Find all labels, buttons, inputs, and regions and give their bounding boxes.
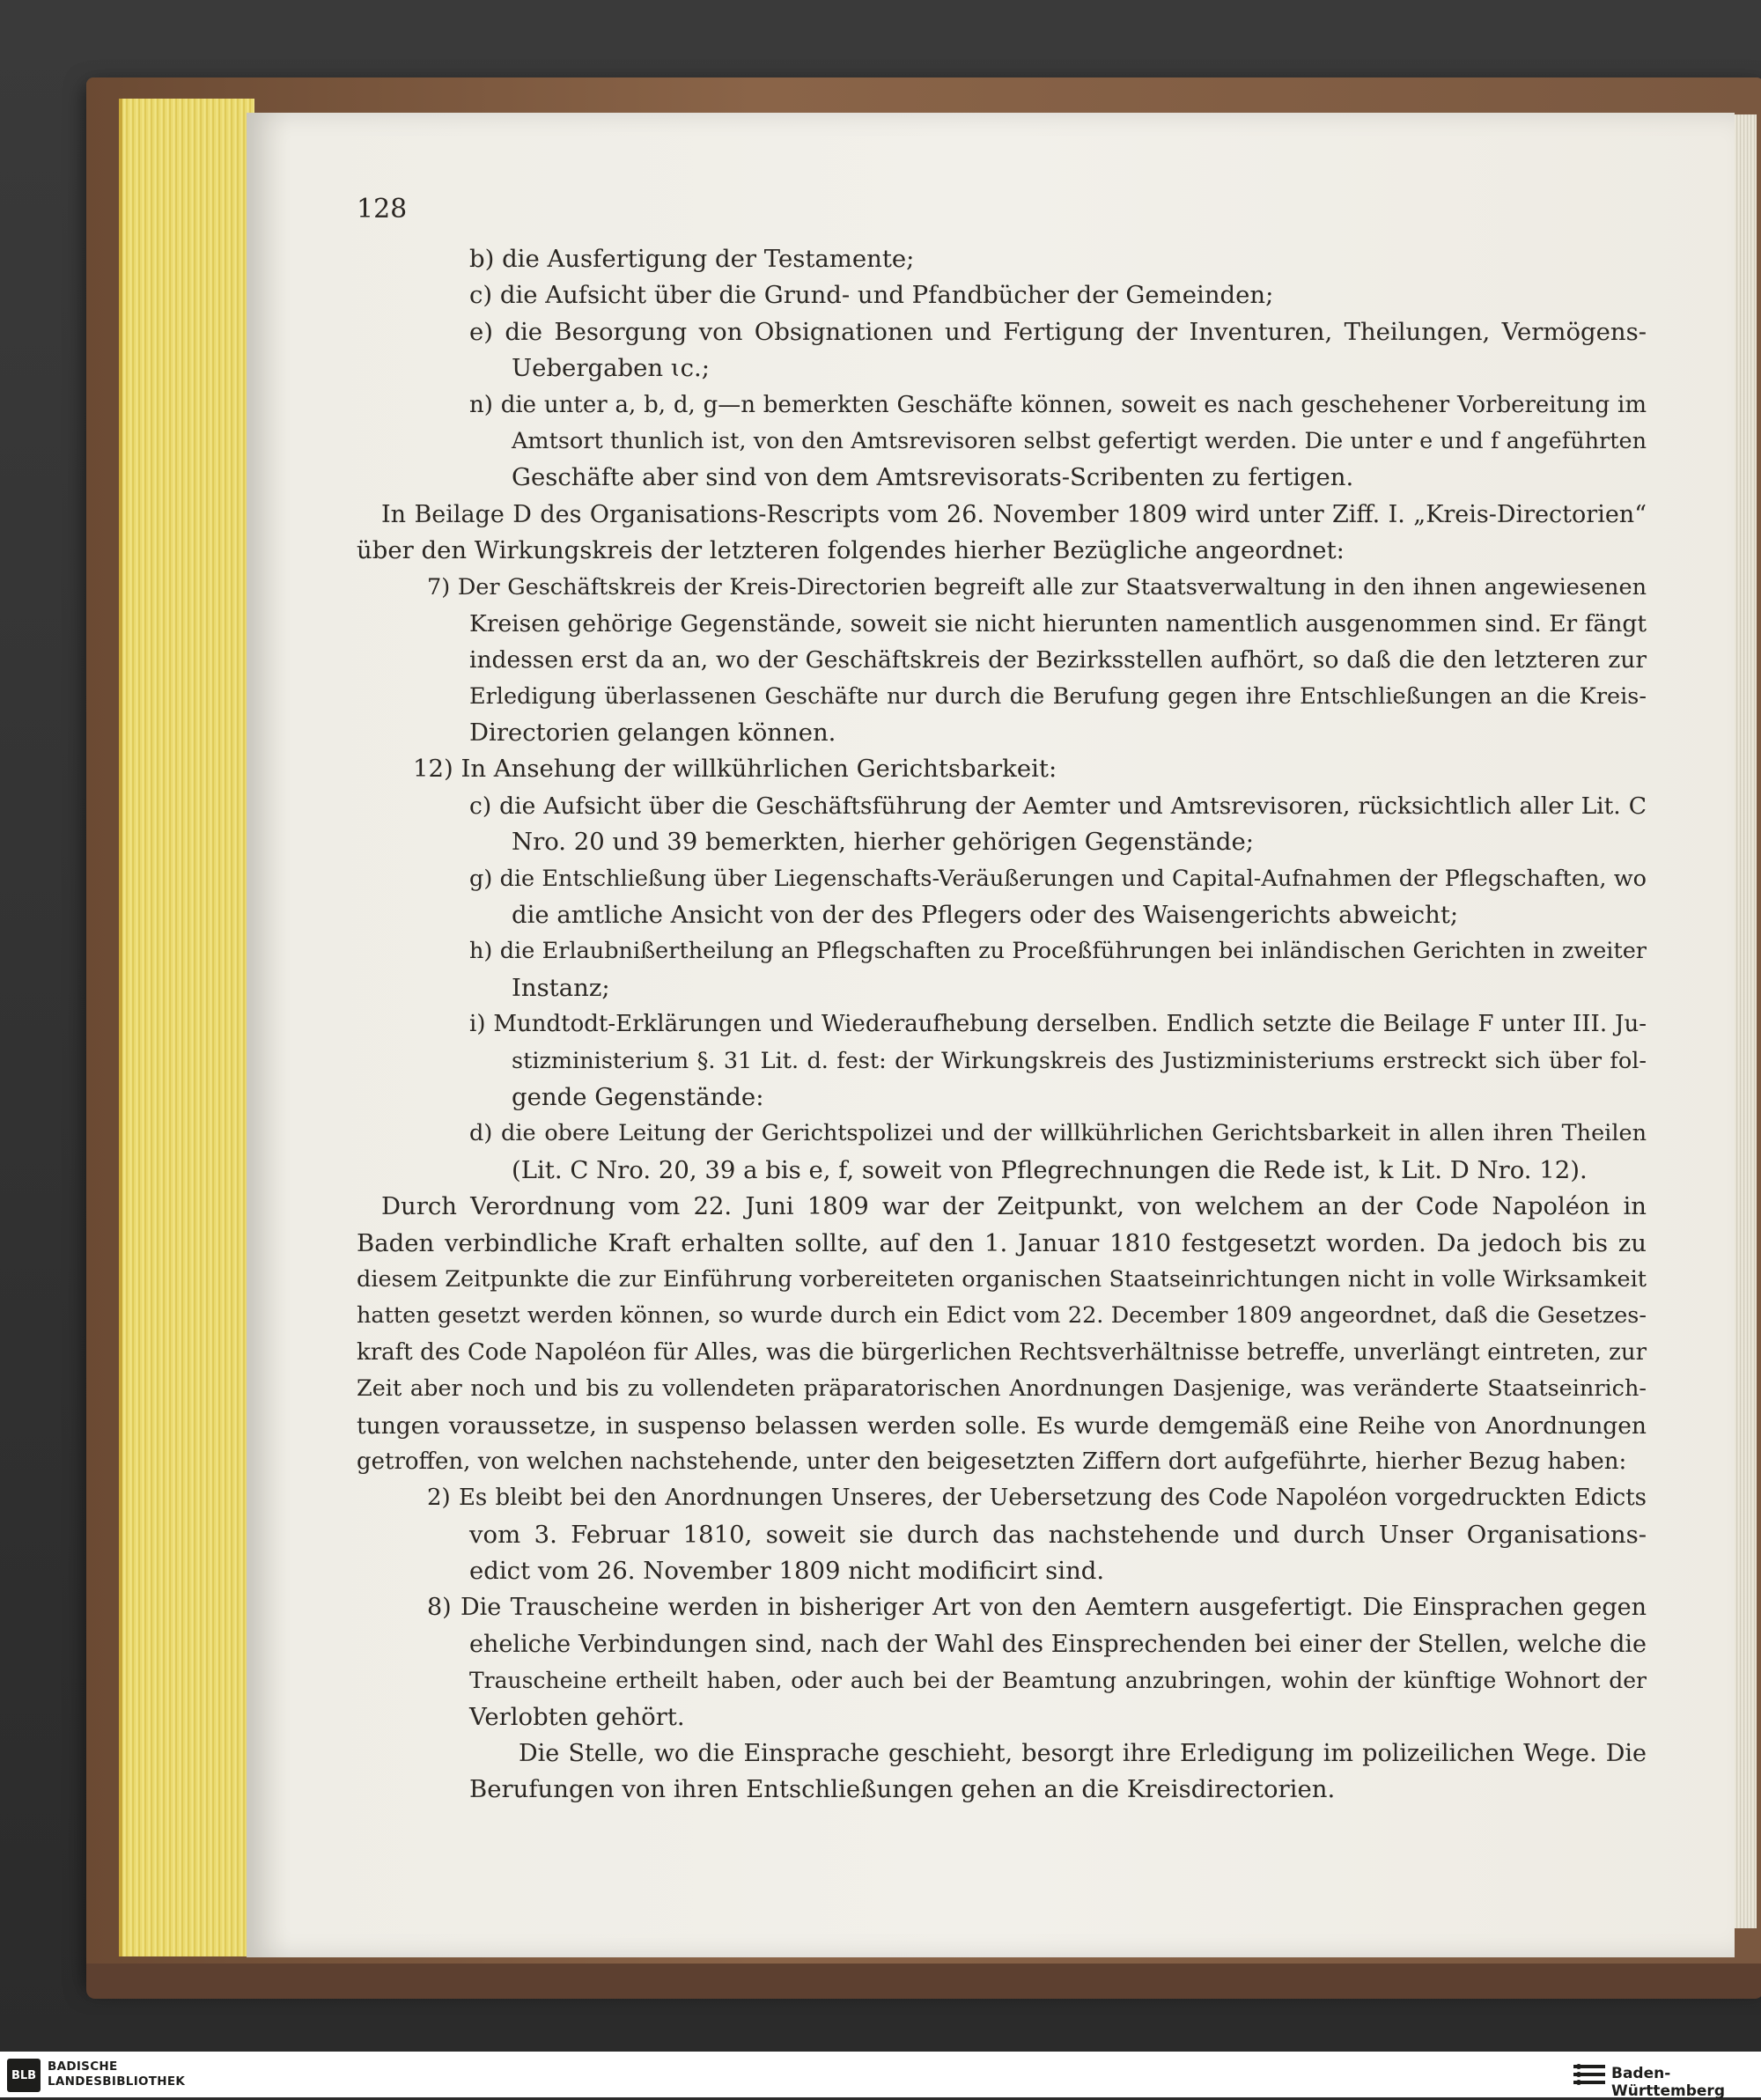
text-line: d) die obere Leitung der Gerichtspolizei und der willkührlichen Gerichtsbarkeit in allen ihren Theilen [469, 1120, 1647, 1147]
text-line: Zeit aber noch und bis zu vollendeten präparatorischen Anordnungen Dasjenige, was veränderte Staatseinrich- [357, 1375, 1647, 1403]
text-line: Instanz; [512, 973, 610, 1002]
page-number: 128 [357, 194, 408, 225]
text-line: e) die Besorgung von Obsignationen und Fertigung der Inventuren, Theilungen, Vermögens- [469, 317, 1647, 346]
footer-bar [0, 2052, 1761, 2100]
state-name: Baden-Württemberg [1611, 2065, 1725, 2100]
text-line: diesem Zeitpunkte die zur Einführung vorbereiteten organischen Staatseinrichtungen nicht in volle Wirksamkeit [357, 1265, 1647, 1293]
text-line: Berufungen von ihren Entschließungen gehen an die Kreisdirectorien. [469, 1775, 1336, 1804]
text-line: g) die Entschließung über Liegenschafts-Veräußerungen und Capital-Aufnahmen der Pflegschaften, wo [469, 865, 1647, 892]
text-line: Amtsort thunlich ist, von den Amtsrevisoren selbst gefertigt werden. Die unter e und f angeführten [512, 427, 1647, 454]
text-line: tungen voraussetze, in suspenso belassen werden solle. Es wurde demgemäß eine Reihe von Anordnungen [357, 1411, 1647, 1440]
text-line: 8) Die Trauscheine werden in bisheriger Art von den Aemtern ausgefertigt. Die Einsprachen gegen [427, 1594, 1647, 1622]
library-name [48, 2059, 185, 2089]
text-line: In Beilage D des Organisations-Rescripts vom 26. November 1809 wird unter Ziff. I. „Kreis-Directorien“ [381, 500, 1647, 528]
text-line: kraft des Code Napoléon für Alles, was die bürgerlichen Rechtsverhältnisse betreffe, unverlängt eintreten, zur [357, 1338, 1647, 1366]
baden-wuerttemberg-lions-icon [1572, 2061, 1607, 2088]
text-line: hatten gesetzt werden können, so wurde durch ein Edict vom 22. December 1809 angeordnet, daß die Gesetzes- [357, 1302, 1647, 1330]
text-line: getroffen, von welchen nachstehende, unter den beigesetzten Ziffern dort aufgeführte, hierher Bezug haben: [357, 1448, 1627, 1475]
text-line: Kreisen gehörige Gegenstände, soweit sie nicht hierunten namentlich ausgenommen sind. Er fängt [469, 609, 1647, 637]
text-line: i) Mundtodt-Erklärungen und Wiederaufhebung derselben. Endlich setzte die Beilage F unter III. Ju- [469, 1011, 1647, 1038]
text-line: Erledigung überlassenen Geschäfte nur durch die Berufung gegen ihre Entschließungen an die Kreis- [469, 682, 1647, 710]
library-name-line2: LANDESBIBLIOTHEK [48, 2074, 186, 2089]
blb-logo: BLB [7, 2059, 41, 2092]
text-line: die amtliche Ansicht von der des Pflegers oder des Waisengerichts abweicht; [512, 901, 1459, 930]
text-line: edict vom 26. November 1809 nicht modificirt sind. [469, 1557, 1105, 1586]
text-line: Geschäfte aber sind von dem Amtsrevisorats-Scribenten zu fertigen. [512, 463, 1354, 492]
text-line: Nro. 20 und 39 bemerkten, hierher gehörigen Gegenstände; [512, 828, 1255, 857]
book-cover-bottom [86, 1964, 1761, 1999]
text-line: b) die Ausfertigung der Testamente; [469, 245, 915, 273]
text-line: gende Gegenstände: [512, 1082, 764, 1111]
text-line: indessen erst da an, wo der Geschäftskreis der Bezirksstellen aufhört, so daß die den letzteren zur [469, 646, 1647, 674]
text-line: Directorien gelangen können. [469, 718, 836, 748]
page-text-block [357, 241, 1647, 1809]
text-line: über den Wirkungskreis der letzteren folgendes hierher Bezügliche angeordnet: [357, 536, 1345, 565]
text-line: Baden verbindliche Kraft erhalten sollte, auf den 1. Januar 1810 festgesetzt worden. Da jedoch bis zu [357, 1228, 1647, 1257]
text-line: h) die Erlaubnißertheilung an Pflegschaften zu Proceßführungen bei inländischen Gerichten in zweiter [469, 938, 1647, 965]
text-line: 12) In Ansehung der willkührlichen Gerichtsbarkeit: [413, 755, 1057, 784]
text-line: (Lit. C Nro. 20, 39 a bis e, f, soweit von Pflegrechnungen die Rede ist, k Lit. D Nro. 12). [512, 1155, 1588, 1184]
text-line: c) die Aufsicht über die Geschäftsführung der Aemter und Amtsrevisoren, rücksichtlich aller Lit. C [469, 792, 1647, 820]
text-line: Uebergaben ɩc.; [512, 354, 710, 383]
text-line: c) die Aufsicht über die Grund- und Pfandbücher der Gemeinden; [469, 281, 1274, 310]
gilded-page-edges [119, 99, 254, 1956]
library-name-line1: BADISCHE [48, 2059, 118, 2074]
text-line: stizministerium §. 31 Lit. d. fest: der Wirkungskreis des Justizministeriums erstreckt sich über fol- [512, 1047, 1647, 1074]
text-line: vom 3. Februar 1810, soweit sie durch das nachstehende und durch Unser Organisations- [469, 1520, 1647, 1549]
text-line: Durch Verordnung vom 22. Juni 1809 war der Zeitpunkt, von welchem an der Code Napoléon in [381, 1192, 1647, 1221]
text-line: 2) Es bleibt bei den Anordnungen Unseres, der Uebersetzung des Code Napoléon vorgedruckten Edicts [427, 1485, 1647, 1512]
text-line: Die Stelle, wo die Einsprache geschieht, besorgt ihre Erledigung im polizeilichen Wege. Die [519, 1740, 1647, 1768]
text-line: Trauscheine ertheilt haben, oder auch bei der Beamtung anzubringen, wohin der künftige Wohnort der [469, 1668, 1647, 1694]
text-line: Verlobten gehört. [469, 1702, 685, 1731]
text-line: n) die unter a, b, d, g—n bemerkten Geschäfte können, soweit es nach geschehener Vorbereitung im [469, 391, 1647, 418]
text-line: 7) Der Geschäftskreis der Kreis-Directorien begreift alle zur Staatsverwaltung in den ihnen angewiesenen [427, 573, 1647, 601]
text-line: eheliche Verbindungen sind, nach der Wahl des Einsprechenden bei einer der Stellen, welche die [469, 1630, 1647, 1658]
